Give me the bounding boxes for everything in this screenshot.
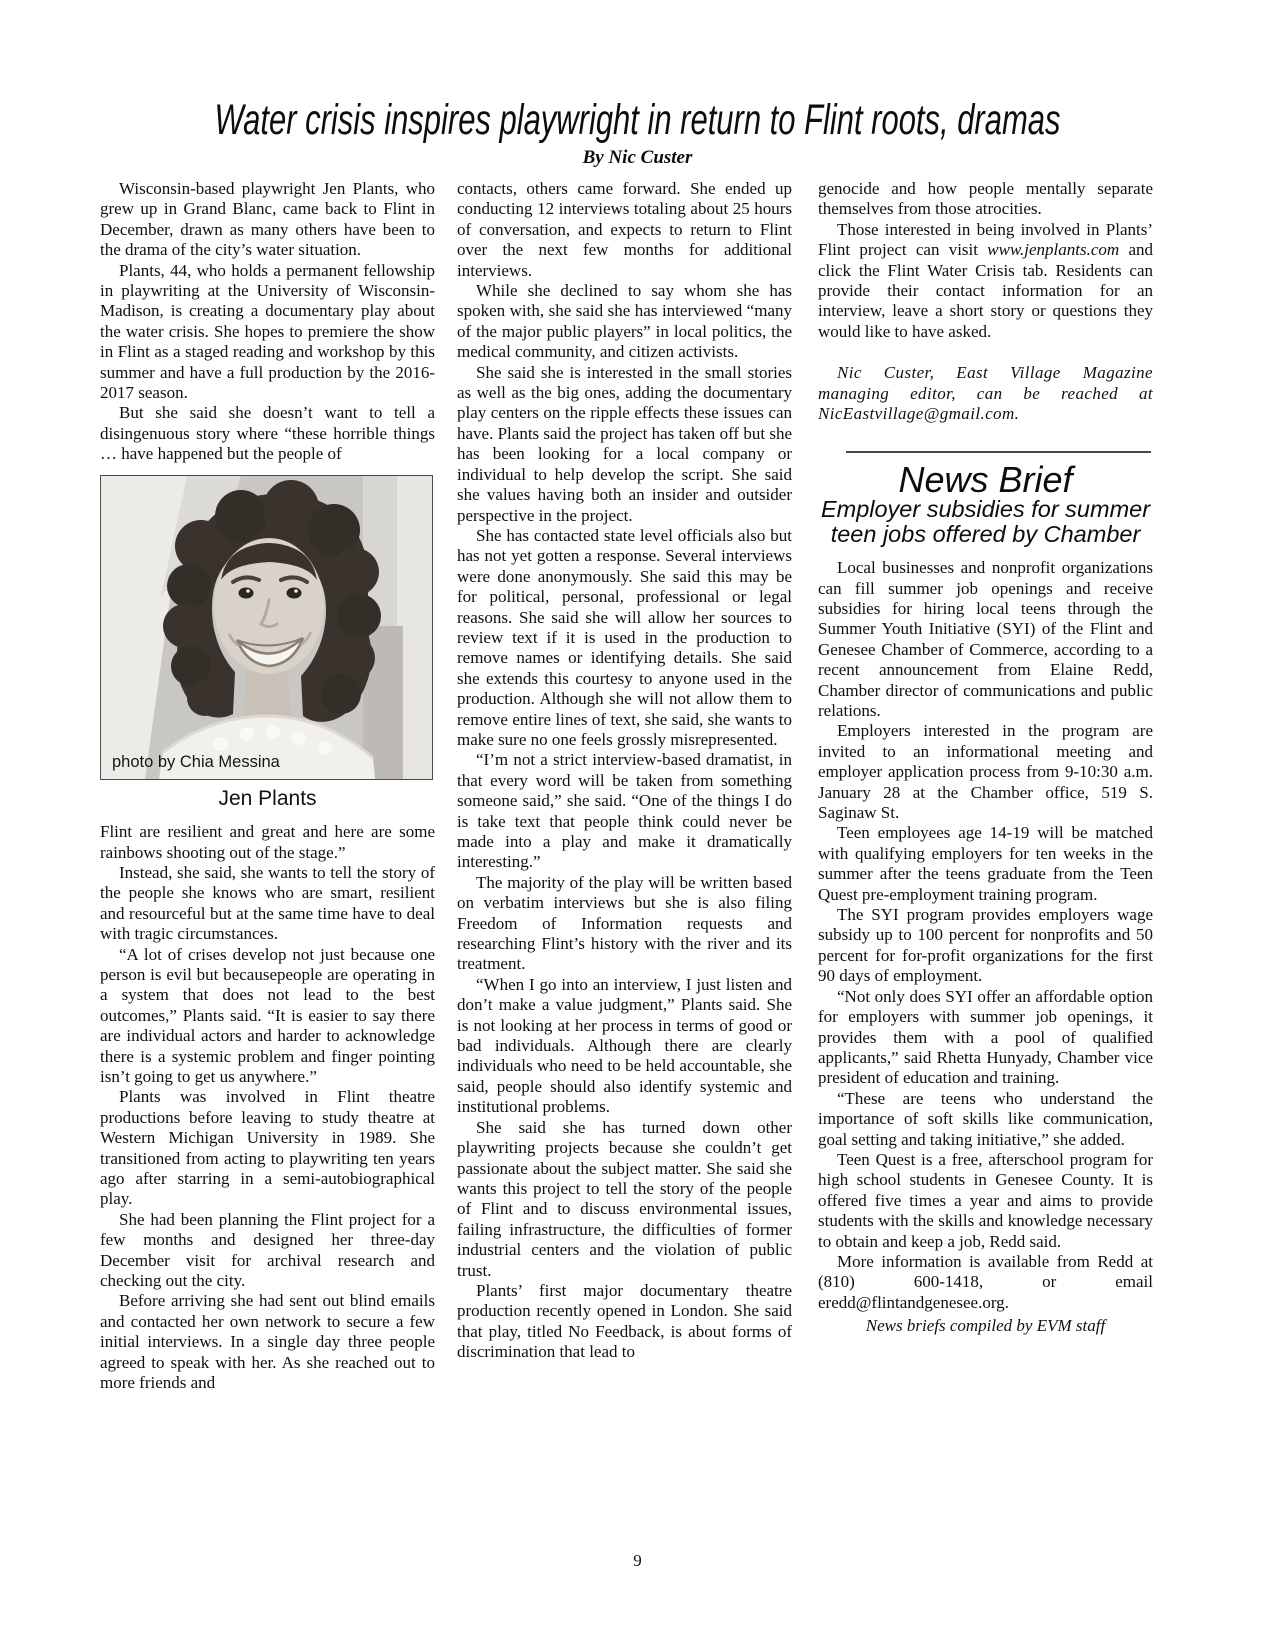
paragraph: She said she has turned down other playwriting projects because she couldn’t get passionate about the subject matter. She said she wants this project to tell the story of the people of Flint and to discuss environmental issues, failing infrastructure, the difficulties of former industrial centers and the violation of public trust. <box>457 1117 792 1280</box>
news-brief-subtitle <box>818 497 1153 547</box>
column-1 <box>100 179 435 1393</box>
paragraph: “When I go into an interview, I just listen and don’t make a value judgment,” Plants said. She is not looking at her process in terms of good or bad individuals. Although there are clearly individuals who need to be held accountable, she said, people should also identify systemic and institutional problems. <box>457 974 792 1117</box>
paragraph: The majority of the play will be written based on verbatim interviews but she is also filing Freedom of Information requests and researching Flint’s history with the river and its treatment. <box>457 872 792 974</box>
paragraph: “Not only does SYI offer an affordable option for employers with summer job openings, it provides them with a pool of qualified applicants,” said Rhetta Hunyady, Chamber vice president of education and training. <box>818 986 1153 1088</box>
article-headline <box>0 96 1275 145</box>
paragraph: contacts, others came forward. She ended up conducting 12 interviews totaling about 25 hours of conversation, and expects to return to Flint over the next few months for additional interviews. <box>457 179 792 280</box>
paragraph: Local businesses and nonprofit organizations can fill summer job openings and receive subsidies for hiring local teens through the Summer Youth Initiative (SYI) of the Flint and Genesee Chamber of Commerce, according to a recent announcement from Elaine Redd, Chamber director of communications and public relations. <box>818 558 1153 720</box>
editor-note: Nic Custer, East Village Magazine managing editor, can be reached at NicEastvillage@gmail.com. <box>818 363 1153 424</box>
paragraph: “These are teens who understand the importance of soft skills like communication, goal setting and taking initiative,” she added. <box>818 1088 1153 1149</box>
news-brief-footer: News briefs compiled by EVM staff <box>865 1316 1106 1336</box>
paragraph: Plants was involved in Flint theatre productions before leaving to study theatre at Western Michigan University in 1989. She transitioned from acting to playwriting ten years ago after starring in a semi-autobiographical play. <box>100 1087 435 1209</box>
paragraph: Instead, she said, she wants to tell the story of the people she knows who are smart, resilient and resourceful but at the same time have to deal with tragic circumstances. <box>100 862 435 944</box>
paragraph: Before arriving she had sent out blind emails and contacted her own network to secure a few initial interviews. In a single day three people agreed to speak with her. As she reached out to more friends and <box>100 1291 435 1393</box>
column-3 <box>818 179 1153 1337</box>
paragraph: Wisconsin-based playwright Jen Plants, who grew up in Grand Blanc, came back to Flint in December, drawn as many others have been to the drama of the city’s water situation. <box>100 179 435 260</box>
paragraph <box>818 220 1153 342</box>
paragraph: Plants’ first major documentary theatre production recently opened in London. She said that play, titled No Feedback, is about forms of discrimination that lead to <box>457 1280 792 1362</box>
paragraph: While she declined to say whom she has spoken with, she said she has interviewed “many of the major public players” in local politics, the medical community, and citizen activists. <box>457 281 792 362</box>
visit-text-after: and click the Flint Water Crisis tab. Residents can provide their contact information for an interview, leave a short story or questions they would like to have asked. <box>818 240 1153 341</box>
news-brief-title: News Brief <box>898 459 1073 501</box>
paragraph: Teen Quest is a free, afterschool program for high school students in Genesee County. It is offered five times a year and aims to provide students with the skills and knowledge necessary to obtain and keep a job, Redd said. <box>818 1149 1153 1251</box>
photo-credit: photo by Chia Messina <box>112 753 280 772</box>
paragraph: The SYI program provides employers wage subsidy up to 100 percent for nonprofits and 50 percent for for-profit organizations for the first 90 days of employment. <box>818 905 1153 986</box>
article-headline-text: Water crisis inspires playwright in return to Flint roots, dramas <box>214 96 1061 144</box>
news-brief-subtitle-line1: Employer subsidies for summer <box>820 495 1151 522</box>
paragraph: genocide and how people mentally separate themselves from those atrocities. <box>818 179 1153 219</box>
paragraph: Plants, 44, who holds a permanent fellowship in playwriting at the University of Wisconsin-Madison, is creating a documentary play about the water crisis. She hopes to premiere the show in Flint as a staged reading and workshop by this summer and have a full production by the 2016-2017 season. <box>100 260 435 403</box>
news-brief-subtitle-line2: teen jobs offered by Chamber <box>830 521 1141 548</box>
paragraph: She had been planning the Flint project for a few months and designed her three-day December visit for archival research and checking out the city. <box>100 1209 435 1291</box>
portrait-illustration <box>101 476 432 779</box>
paragraph: “I’m not a strict interview-based dramatist, in that every word will be taken from something someone said,” she said. “One of the things I do is take text that people think could never be made into a play and make it dramatically interesting.” <box>457 750 792 872</box>
paragraph: She has contacted state level officials also but has not yet gotten a response. Several interviews were done anonymously. She said this may be for political, personal, professional or legal reasons. She said she will allow her sources to review text if it is used in the production to remove names or identifying details. She said she extends this courtesy to anyone used in the production. Although she will not allow them to remove entire lines of text, she said, she wants to make sure no one feels grossly misrepresented. <box>457 525 792 749</box>
article-byline: By Nic Custer <box>582 147 693 168</box>
photo-figure <box>100 475 435 809</box>
paragraph: “A lot of crises develop not just because one person is evil but becausepeople are operating in a system that does not lead to the best outcomes,” Plants said. “It is easier to say there are individual actors and harder to acknowledge there is a systemic problem and finger pointing isn’t going to get us anywhere.” <box>100 944 435 1086</box>
jen-plants-photo <box>100 475 433 780</box>
paragraph: But she said she doesn’t want to tell a disingenuous story where “these horrible things … have happened but the people of <box>100 403 435 464</box>
paragraph: More information is available from Redd at (810) 600-1418, or email eredd@flintandgenesee.org. <box>818 1251 1153 1312</box>
column-2 <box>457 179 792 1363</box>
paragraph: Flint are resilient and great and here are some rainbows shooting out of the stage.” <box>100 822 435 862</box>
photo-caption: Jen Plants <box>218 786 317 810</box>
paragraph: Employers interested in the program are invited to an informational meeting and employer application process from 9-10:30 a.m. January 28 at the Chamber office, 519 S. Saginaw St. <box>818 721 1153 823</box>
jenplants-url: www.jenplants.com <box>987 240 1120 260</box>
page-number: 9 <box>633 1551 642 1570</box>
paragraph: She said she is interested in the small stories as well as the big ones, adding the documentary play centers on the ripple effects these issues can have. Plants said the project has taken off but she has been looking for a local company or individual to help develop the script. She said she values having both an insider and outsider perspective in the project. <box>457 362 792 525</box>
visit-text-before: Those interested in being involved in Plants’ Flint project can visit <box>818 219 1153 260</box>
section-divider <box>846 451 1151 453</box>
paragraph: Teen employees age 14-19 will be matched with qualifying employers for ten weeks in the summer after the teens graduate from the Teen Quest pre-employment training program. <box>818 823 1153 904</box>
